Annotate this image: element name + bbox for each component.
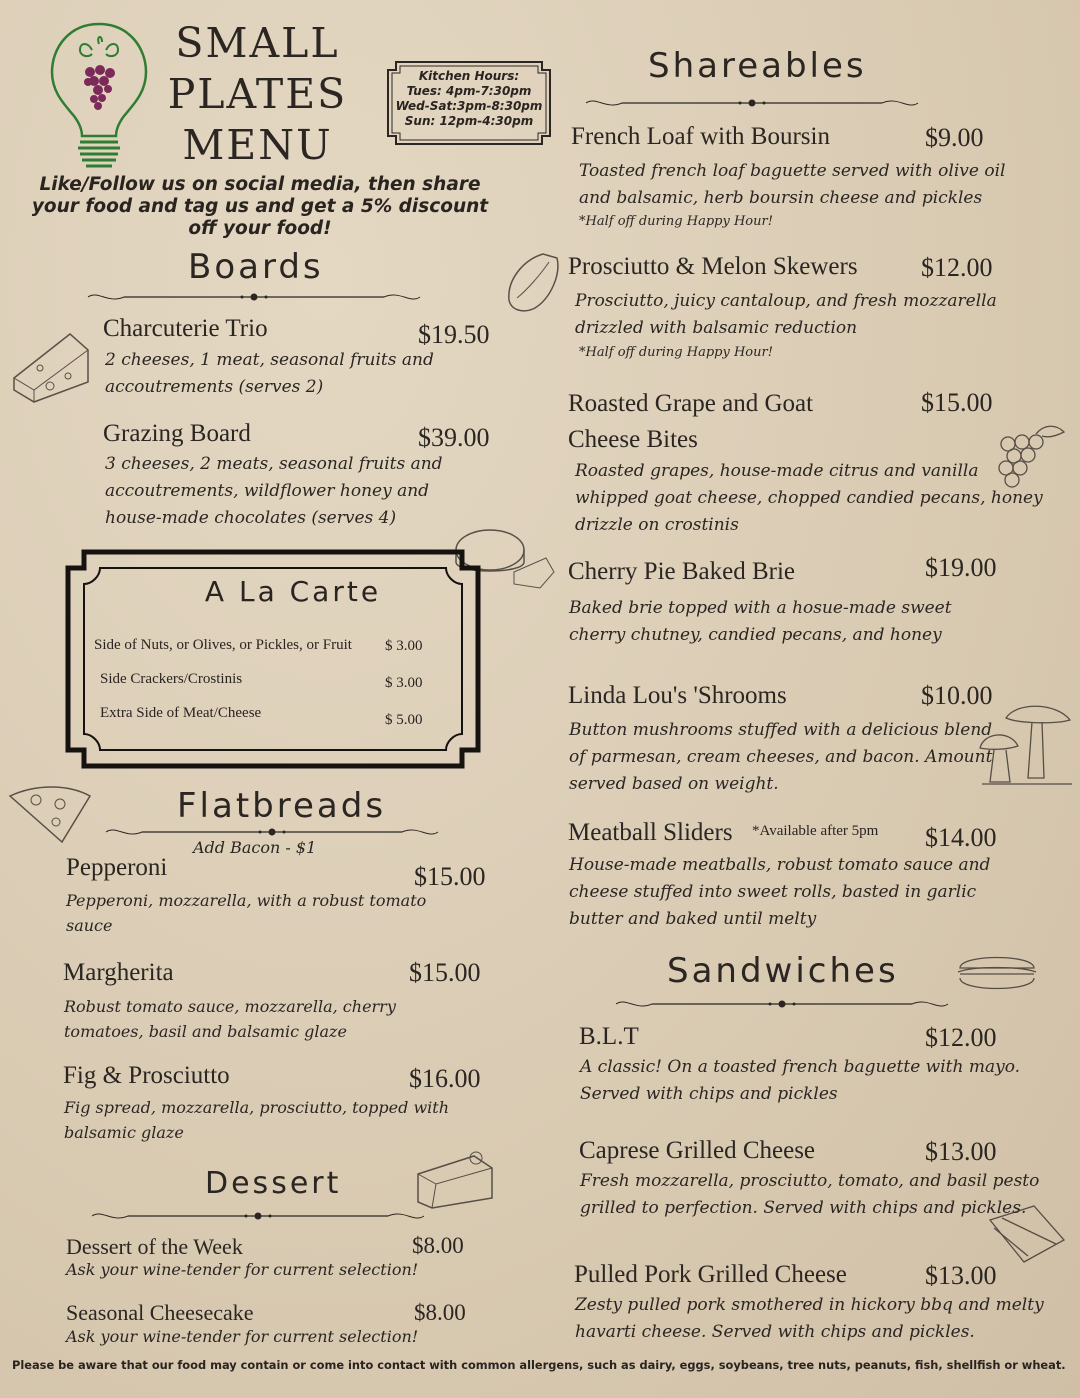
promo-line: your food and tag us and get a 5% discount — [31, 196, 489, 217]
desc-line: House-made meatballs, robust tomato sauce and — [569, 855, 991, 875]
menu-item-desc — [579, 158, 1005, 212]
a-la-carte-price: $ 3.00 — [385, 675, 423, 691]
menu-item-desc — [569, 717, 992, 798]
melon-icon — [503, 250, 565, 321]
menu-item-desc — [575, 1292, 1044, 1346]
sub-sandwich-icon — [954, 948, 1040, 1001]
availability-tag: *Available after 5pm — [752, 823, 879, 839]
desc-line: accoutrements, wildflower honey and — [105, 481, 430, 501]
a-la-carte-box — [64, 548, 482, 770]
desc-line: cheese stuffed into sweet rolls, basted in garlic — [569, 882, 977, 902]
menu-item-name: Linda Lou's 'Shrooms — [568, 682, 787, 709]
desc-line: Prosciutto, juicy cantaloup, and fresh mozzarella — [575, 291, 997, 311]
desc-line: Served with chips and pickles — [580, 1084, 838, 1104]
menu-item-name: Pulled Pork Grilled Cheese — [574, 1261, 847, 1288]
a-la-carte-item: Side of Nuts, or Olives, or Pickles, or Fruit — [94, 637, 352, 653]
shareables-title: Shareables — [648, 46, 867, 86]
menu-item-desc — [569, 595, 952, 649]
title-line: SMALL — [175, 19, 340, 67]
name-line: Roasted Grape and Goat — [568, 390, 814, 417]
menu-item-name: Prosciutto & Melon Skewers — [568, 253, 858, 280]
desc-line: havarti cheese. Served with chips and pickles. — [575, 1322, 975, 1342]
cheese-icon — [10, 328, 92, 411]
desc-line: Fresh mozzarella, prosciutto, tomato, and basil pesto — [580, 1171, 1040, 1191]
menu-item-desc — [64, 1095, 449, 1145]
menu-item-name: Seasonal Cheesecake — [66, 1300, 254, 1325]
desc-line: Zesty pulled pork smothered in hickory bbq and melty — [575, 1295, 1044, 1315]
desc-line: accoutrements (serves 2) — [105, 377, 324, 397]
menu-item-desc: Ask your wine-tender for current selection! — [66, 1327, 419, 1346]
desc-line: Pepperoni, mozzarella, with a robust tomato — [66, 891, 427, 910]
menu-item-price: $8.00 — [412, 1233, 464, 1258]
menu-item-name: Pepperoni — [66, 854, 168, 881]
desc-line: Roasted grapes, house-made citrus and vanilla — [575, 461, 979, 481]
page-title — [160, 18, 355, 171]
desc-line: Baked brie topped with a hosue-made sweet — [569, 598, 952, 618]
desc-line: cherry chutney, candied pecans, and honey — [569, 625, 942, 645]
menu-item-name: Dessert of the Week — [66, 1234, 243, 1259]
menu-item-desc — [575, 288, 997, 342]
desc-line: A classic! On a toasted french baguette with mayo. — [580, 1057, 1021, 1077]
section-divider — [88, 1209, 428, 1223]
flatbreads-title: Flatbreads — [177, 786, 387, 826]
desc-line: Fig spread, mozzarella, prosciutto, topped with — [64, 1098, 450, 1117]
menu-item-desc — [66, 888, 426, 938]
menu-item-note: *Half off during Happy Hour! — [579, 345, 773, 360]
name-line: Cheese Bites — [568, 426, 698, 453]
desc-line: Toasted french loaf baguette served with olive oil — [579, 161, 1006, 181]
menu-item-desc — [580, 1168, 1039, 1222]
a-la-carte-item: Extra Side of Meat/Cheese — [100, 705, 262, 721]
desc-line: balsamic glaze — [64, 1123, 184, 1142]
menu-item-price: $8.00 — [414, 1300, 466, 1325]
menu-item-price: $9.00 — [925, 123, 984, 152]
desc-line: tomatoes, basil and balsamic glaze — [64, 1022, 347, 1041]
menu-item-desc: Ask your wine-tender for current selection! — [66, 1260, 419, 1279]
menu-item-name: Cherry Pie Baked Brie — [568, 558, 796, 585]
section-divider — [582, 96, 922, 110]
menu-item-desc — [64, 994, 396, 1044]
a-la-carte-price: $ 5.00 — [385, 712, 423, 728]
menu-item-price: $15.00 — [409, 958, 481, 987]
dessert-title: Dessert — [205, 1166, 342, 1201]
kitchen-hours-box — [386, 60, 552, 146]
menu-item-price: $13.00 — [925, 1137, 997, 1166]
promo-line: Like/Follow us on social media, then share — [39, 174, 481, 195]
menu-item-name: Margherita — [63, 959, 174, 986]
logo — [44, 20, 154, 170]
kitchen-hours-title: Kitchen Hours: — [418, 69, 520, 83]
grilled-cheese-icon — [984, 1200, 1068, 1275]
menu-item-price: $12.00 — [925, 1023, 997, 1052]
menu-item-name: Fig & Prosciutto — [63, 1062, 230, 1089]
desc-line: drizzled with balsamic reduction — [575, 318, 858, 338]
kitchen-hours-line: Tues: 4pm-7:30pm — [406, 84, 532, 98]
menu-item-name: Grazing Board — [103, 420, 251, 447]
menu-item-price: $15.00 — [414, 862, 486, 891]
desc-line: drizzle on crostinis — [575, 515, 739, 535]
desc-line: grilled to perfection. Served with chips and pickles. — [580, 1198, 1027, 1218]
menu-item-name: Caprese Grilled Cheese — [579, 1137, 816, 1164]
menu-item-desc — [580, 1054, 1020, 1108]
desc-line: 3 cheeses, 2 meats, seasonal fruits and — [105, 454, 443, 474]
desc-line: whipped goat cheese, chopped candied pecans, honey — [575, 488, 1043, 508]
sandwiches-title: Sandwiches — [667, 951, 899, 991]
a-la-carte-price: $ 3.00 — [385, 638, 423, 654]
menu-item-price: $16.00 — [409, 1064, 481, 1093]
title-line: MENU — [182, 121, 333, 169]
menu-item-name: B.L.T — [579, 1023, 639, 1050]
menu-item-price: $15.00 — [921, 388, 993, 417]
menu-item-price: $13.00 — [925, 1261, 997, 1290]
allergen-notice: Please be aware that our food may contain or come into contact with common allergens, such as dairy, eggs, soybeans, tree nuts, peanuts, fish, shellfish or wheat. — [12, 1358, 1066, 1372]
desc-line: Robust tomato sauce, mozzarella, cherry — [64, 997, 396, 1016]
flatbreads-note: Add Bacon - $1 — [193, 838, 317, 857]
kitchen-hours-line: Wed-Sat:3pm-8:30pm — [395, 99, 543, 113]
promo-line: off your food! — [188, 218, 332, 239]
menu-item-name: French Loaf with Boursin — [571, 123, 830, 150]
a-la-carte-title: A La Carte — [204, 575, 382, 608]
desc-line: house-made chocolates (serves 4) — [105, 508, 397, 528]
cake-slice-icon — [412, 1148, 498, 1217]
menu-item-name — [568, 386, 813, 458]
desc-line: and balsamic, herb boursin cheese and pickles — [579, 188, 983, 208]
section-divider — [612, 997, 952, 1011]
menu-item-price: $19.50 — [418, 320, 490, 349]
desc-line: Button mushrooms stuffed with a delicious blend — [569, 720, 993, 740]
menu-item-price: $19.00 — [925, 553, 997, 582]
menu-item-desc — [105, 347, 434, 401]
title-line: PLATES — [167, 70, 348, 118]
menu-item-desc — [575, 458, 1043, 539]
lightbulb-grape-icon — [44, 20, 154, 170]
menu-item-name: Charcuterie Trio — [103, 315, 268, 342]
menu-item-price: $39.00 — [418, 423, 490, 452]
menu-item-desc — [569, 852, 990, 933]
menu-item-desc — [105, 451, 443, 532]
pizza-slice-icon — [6, 782, 96, 851]
desc-line: 2 cheeses, 1 meat, seasonal fruits and — [105, 350, 434, 370]
a-la-carte-item: Side Crackers/Crostinis — [100, 671, 243, 687]
boards-title: Boards — [188, 247, 324, 287]
promo-text — [20, 174, 500, 240]
desc-line: of parmesan, cream cheeses, and bacon. Amount — [569, 747, 993, 767]
menu-item-name: Meatball Sliders — [568, 819, 733, 846]
menu-item-note: *Half off during Happy Hour! — [579, 214, 773, 229]
desc-line: served based on weight. — [569, 774, 779, 794]
desc-line: butter and baked until melty — [569, 909, 817, 929]
kitchen-hours-line: Sun: 12pm-4:30pm — [404, 114, 534, 128]
section-divider — [84, 290, 424, 304]
menu-item-price: $14.00 — [925, 823, 997, 852]
menu-item-price: $10.00 — [921, 681, 993, 710]
menu-item-price: $12.00 — [921, 253, 993, 282]
desc-line: sauce — [66, 916, 113, 935]
